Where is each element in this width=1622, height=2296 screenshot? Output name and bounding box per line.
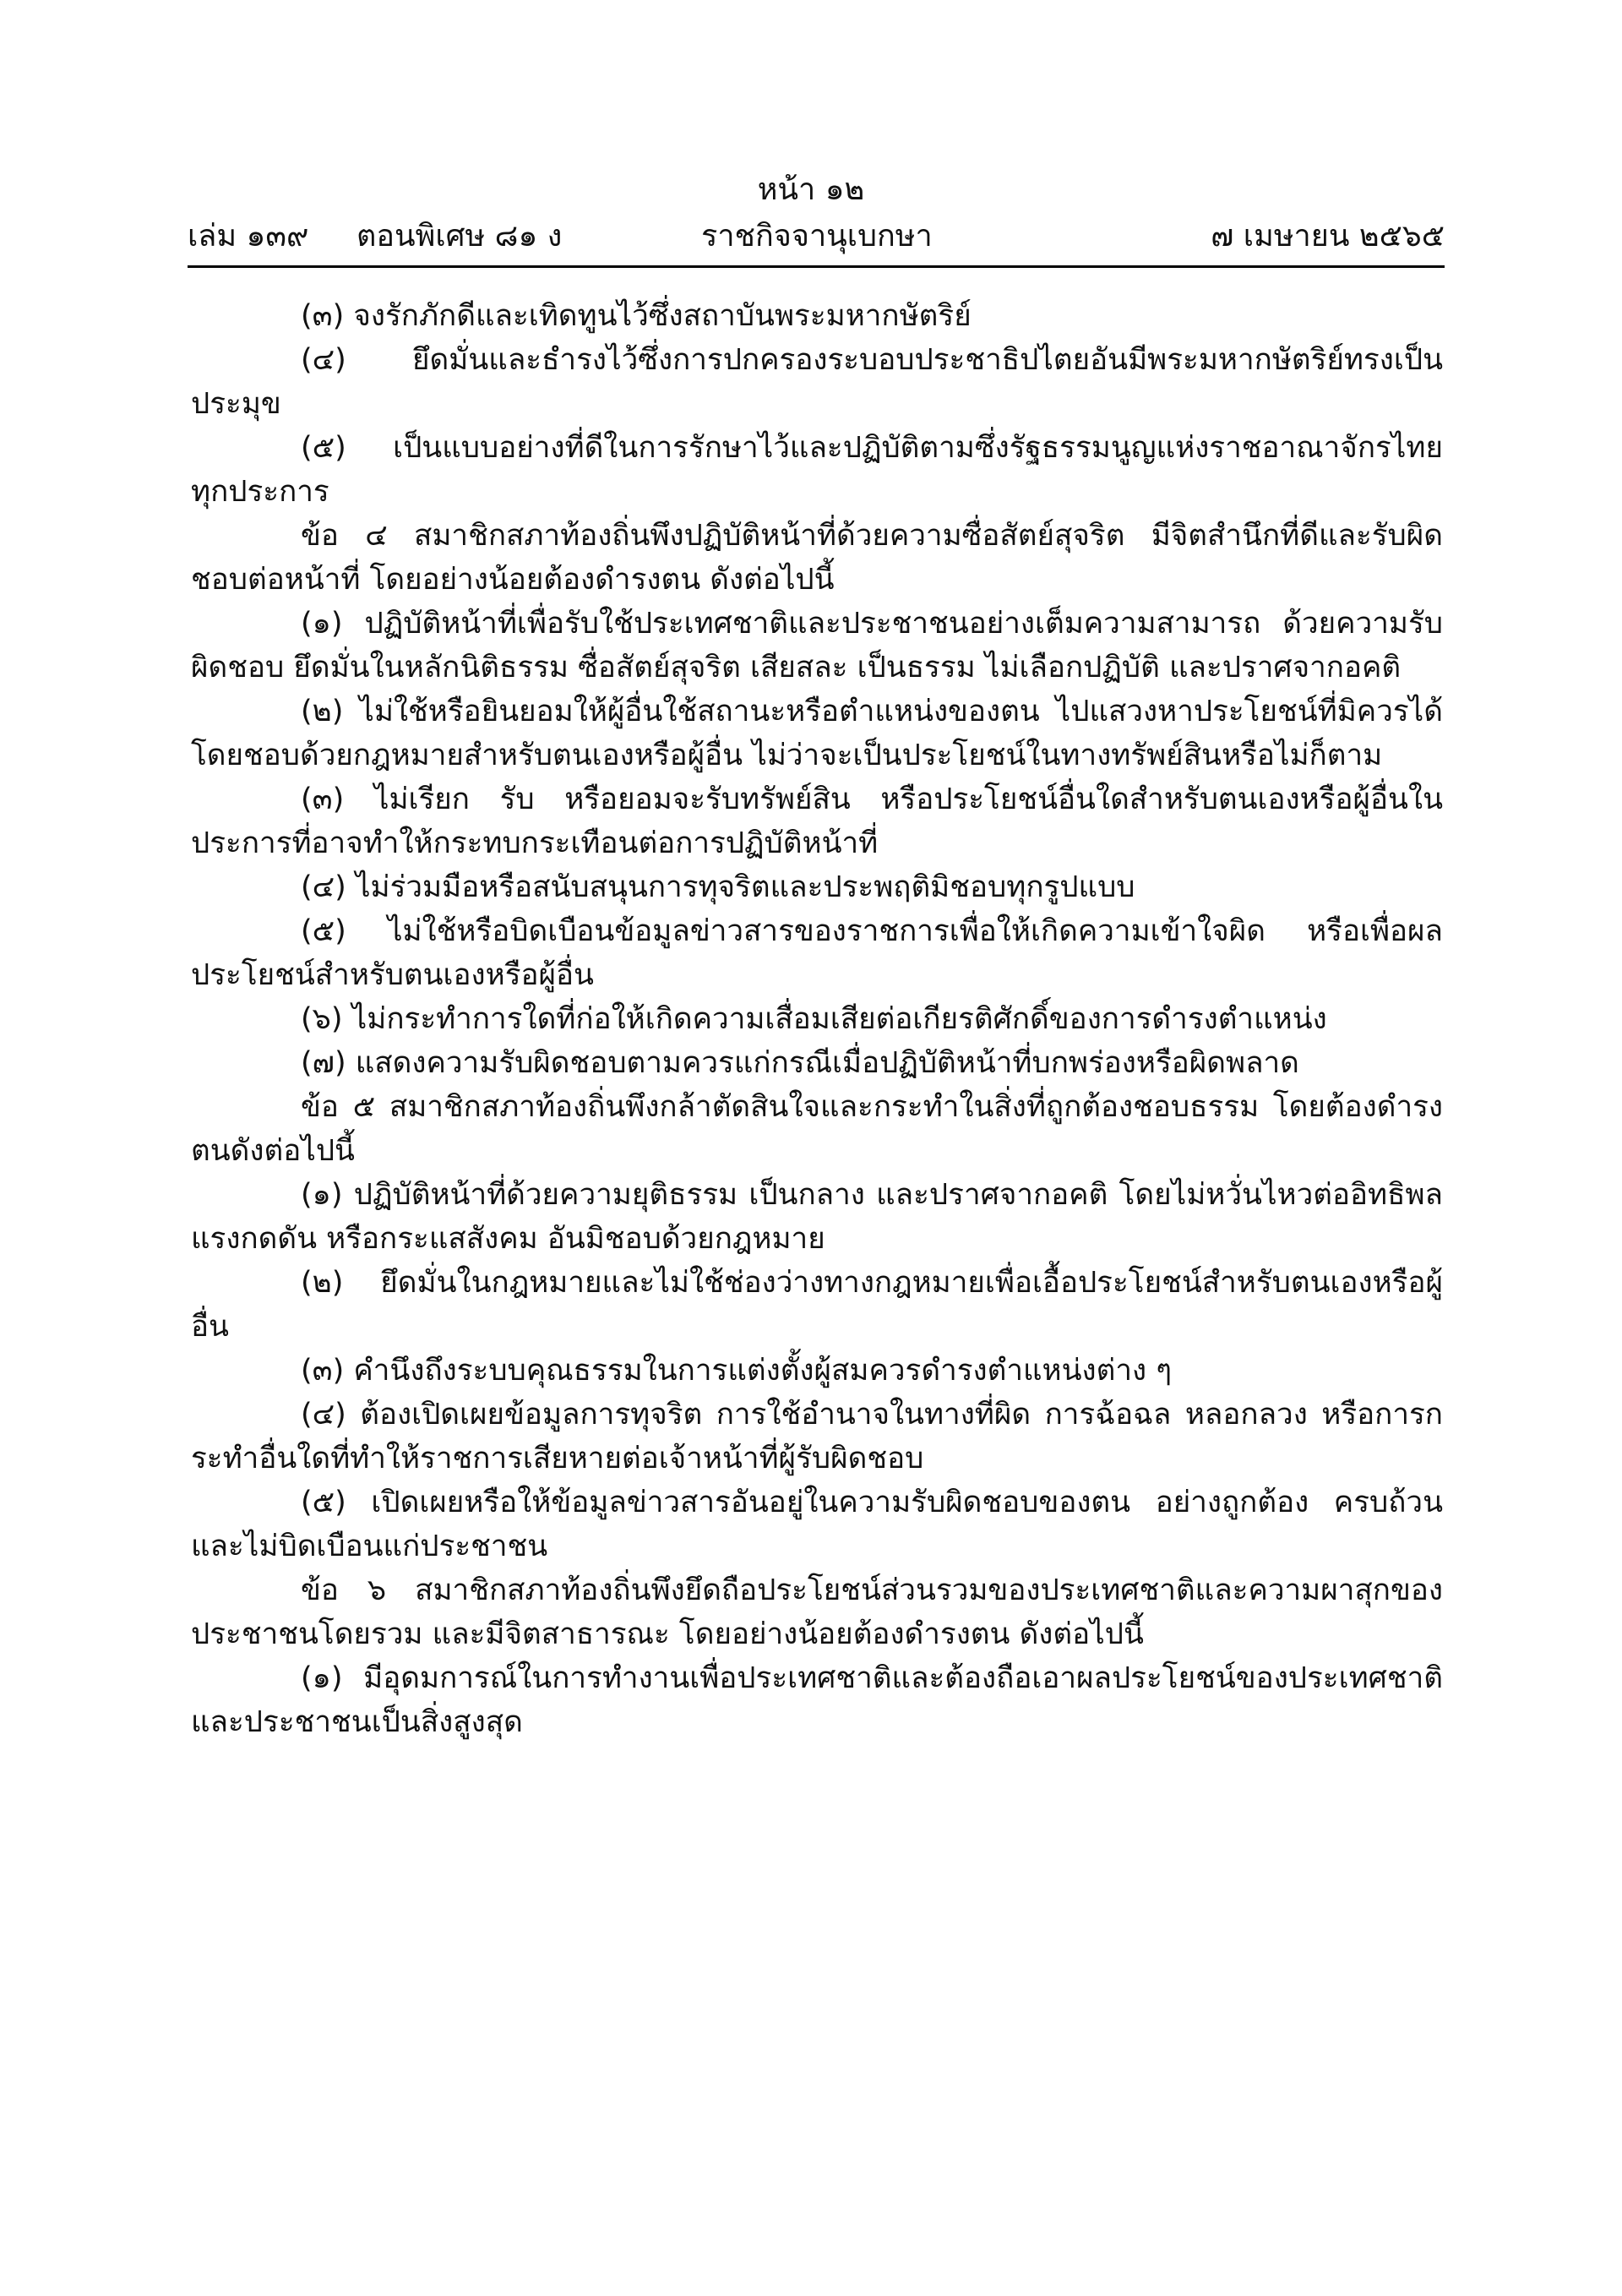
clause-4-item-5: (๕) ไม่ใช้หรือบิดเบือนข้อมูลข่าวสารของราชการเพื่อให้เกิดความเข้าใจผิด หรือเพื่อผลประโยชน์สำหรับตนเองหรือผู้อื่น [191, 914, 1443, 992]
clause-4-item-3: (๓) ไม่เรียก รับ หรือยอมจะรับทรัพย์สิน หรือประโยชน์อื่นใดสำหรับตนเองหรือผู้อื่นในประการที่อาจทำให้กระทบกระเทือนต่อการปฏิบัติหน้าที่ [191, 783, 1443, 860]
clause-4: ข้อ ๔ สมาชิกสภาท้องถิ่นพึงปฏิบัติหน้าที่ด้วยความซื่อสัตย์สุจริต มีจิตสำนึกที่ดีและรับผิดชอบต่อหน้าที่ โดยอย่างน้อยต้องดำรงตน ดังต่อไปนี้ [191, 519, 1443, 597]
item-3-loyalty: (๓) จงรักภักดีและเทิดทูนไว้ซึ่งสถาบันพระมหากษัตริย์ [301, 299, 972, 333]
header-section: ตอนพิเศษ ๘๑ ง [357, 219, 563, 254]
clause-6-item-1: (๑) มีอุดมการณ์ในการทำงานเพื่อประเทศชาติและต้องถือเอาผลประโยชน์ของประเทศชาติและประชาชนเป็นสิ่งสูงสุด [191, 1661, 1443, 1739]
clause-4-item-6: (๖) ไม่กระทำการใดที่ก่อให้เกิดความเสื่อมเสียต่อเกียรติศักดิ์ของการดำรงตำแหน่ง [301, 1002, 1327, 1036]
gazette-header [188, 215, 1445, 259]
clause-5-item-1: (๑) ปฏิบัติหน้าที่ด้วยความยุติธรรม เป็นกลาง และปราศจากอคติ โดยไม่หวั่นไหวต่ออิทธิพลแรงกดดัน หรือกระแสสังคม อันมิชอบด้วยกฎหมาย [191, 1178, 1443, 1256]
header-gazette-name: ราชกิจจานุเบกษา [701, 219, 933, 254]
page-number: หน้า ๑๒ [757, 172, 865, 207]
clause-4-item-4: (๔) ไม่ร่วมมือหรือสนับสนุนการทุจริตและประพฤติมิชอบทุกรูปแบบ [301, 870, 1135, 904]
clause-5: ข้อ ๕ สมาชิกสภาท้องถิ่นพึงกล้าตัดสินใจและกระทำในสิ่งที่ถูกต้องชอบธรรม โดยต้องดำรงตนดังต่อไปนี้ [191, 1090, 1443, 1168]
item-5-constitution: (๕) เป็นแบบอย่างที่ดีในการรักษาไว้และปฏิบัติตามซึ่งรัฐธรรมนูญแห่งราชอาณาจักรไทยทุกประการ [191, 431, 1443, 509]
header-divider [188, 265, 1445, 268]
clause-5-item-5: (๕) เปิดเผยหรือให้ข้อมูลข่าวสารอันอยู่ในความรับผิดชอบของตน อย่างถูกต้อง ครบถ้วนและไม่บิดเบือนแก่ประชาชน [191, 1486, 1443, 1563]
clause-5-item-3: (๓) คำนึงถึงระบบคุณธรรมในการแต่งตั้งผู้สมควรดำรงตำแหน่งต่าง ๆ [301, 1354, 1173, 1388]
clause-4-item-2: (๒) ไม่ใช้หรือยินยอมให้ผู้อื่นใช้สถานะหรือตำแหน่งของตน ไปแสวงหาประโยชน์ที่มิควรได้โดยชอบด้วยกฎหมายสำหรับตนเองหรือผู้อื่น ไม่ว่าจะเป็นประโยชน์ในทางทรัพย์สินหรือไม่ก็ตาม [191, 695, 1443, 772]
header-date: ๗ เมษายน ๒๕๖๕ [1211, 219, 1445, 254]
header-volume: เล่ม ๑๓๙ [188, 219, 309, 254]
clause-6: ข้อ ๖ สมาชิกสภาท้องถิ่นพึงยึดถือประโยชน์ส่วนรวมของประเทศชาติและความผาสุกของประชาชนโดยรวม และมีจิตสาธารณะ โดยอย่างน้อยต้องดำรงตน ดังต่อไปนี้ [191, 1573, 1443, 1651]
item-4-democracy: (๔) ยึดมั่นและธำรงไว้ซึ่งการปกครองระบอบประชาธิปไตยอันมีพระมหากษัตริย์ทรงเป็นประมุข [191, 343, 1443, 421]
clause-4-item-7: (๗) แสดงความรับผิดชอบตามควรแก่กรณีเมื่อปฏิบัติหน้าที่บกพร่องหรือผิดพลาด [301, 1046, 1299, 1080]
clause-5-item-4: (๔) ต้องเปิดเผยข้อมูลการทุจริต การใช้อำนาจในทางที่ผิด การฉ้อฉล หลอกลวง หรือการกระทำอื่นใดที่ทำให้ราชการเสียหายต่อเจ้าหน้าที่ผู้รับผิดชอบ [191, 1398, 1443, 1475]
document-body [191, 294, 1443, 1744]
clause-4-item-1: (๑) ปฏิบัติหน้าที่เพื่อรับใช้ประเทศชาติและประชาชนอย่างเต็มความสามารถ ด้วยความรับผิดชอบ ยึดมั่นในหลักนิติธรรม ซื่อสัตย์สุจริต เสียสละ เป็นธรรม ไม่เลือกปฏิบัติ และปราศจากอคติ [191, 607, 1443, 684]
clause-5-item-2: (๒) ยึดมั่นในกฎหมายและไม่ใช้ช่องว่างทางกฎหมายเพื่อเอื้อประโยชน์สำหรับตนเองหรือผู้อื่น [191, 1266, 1443, 1344]
